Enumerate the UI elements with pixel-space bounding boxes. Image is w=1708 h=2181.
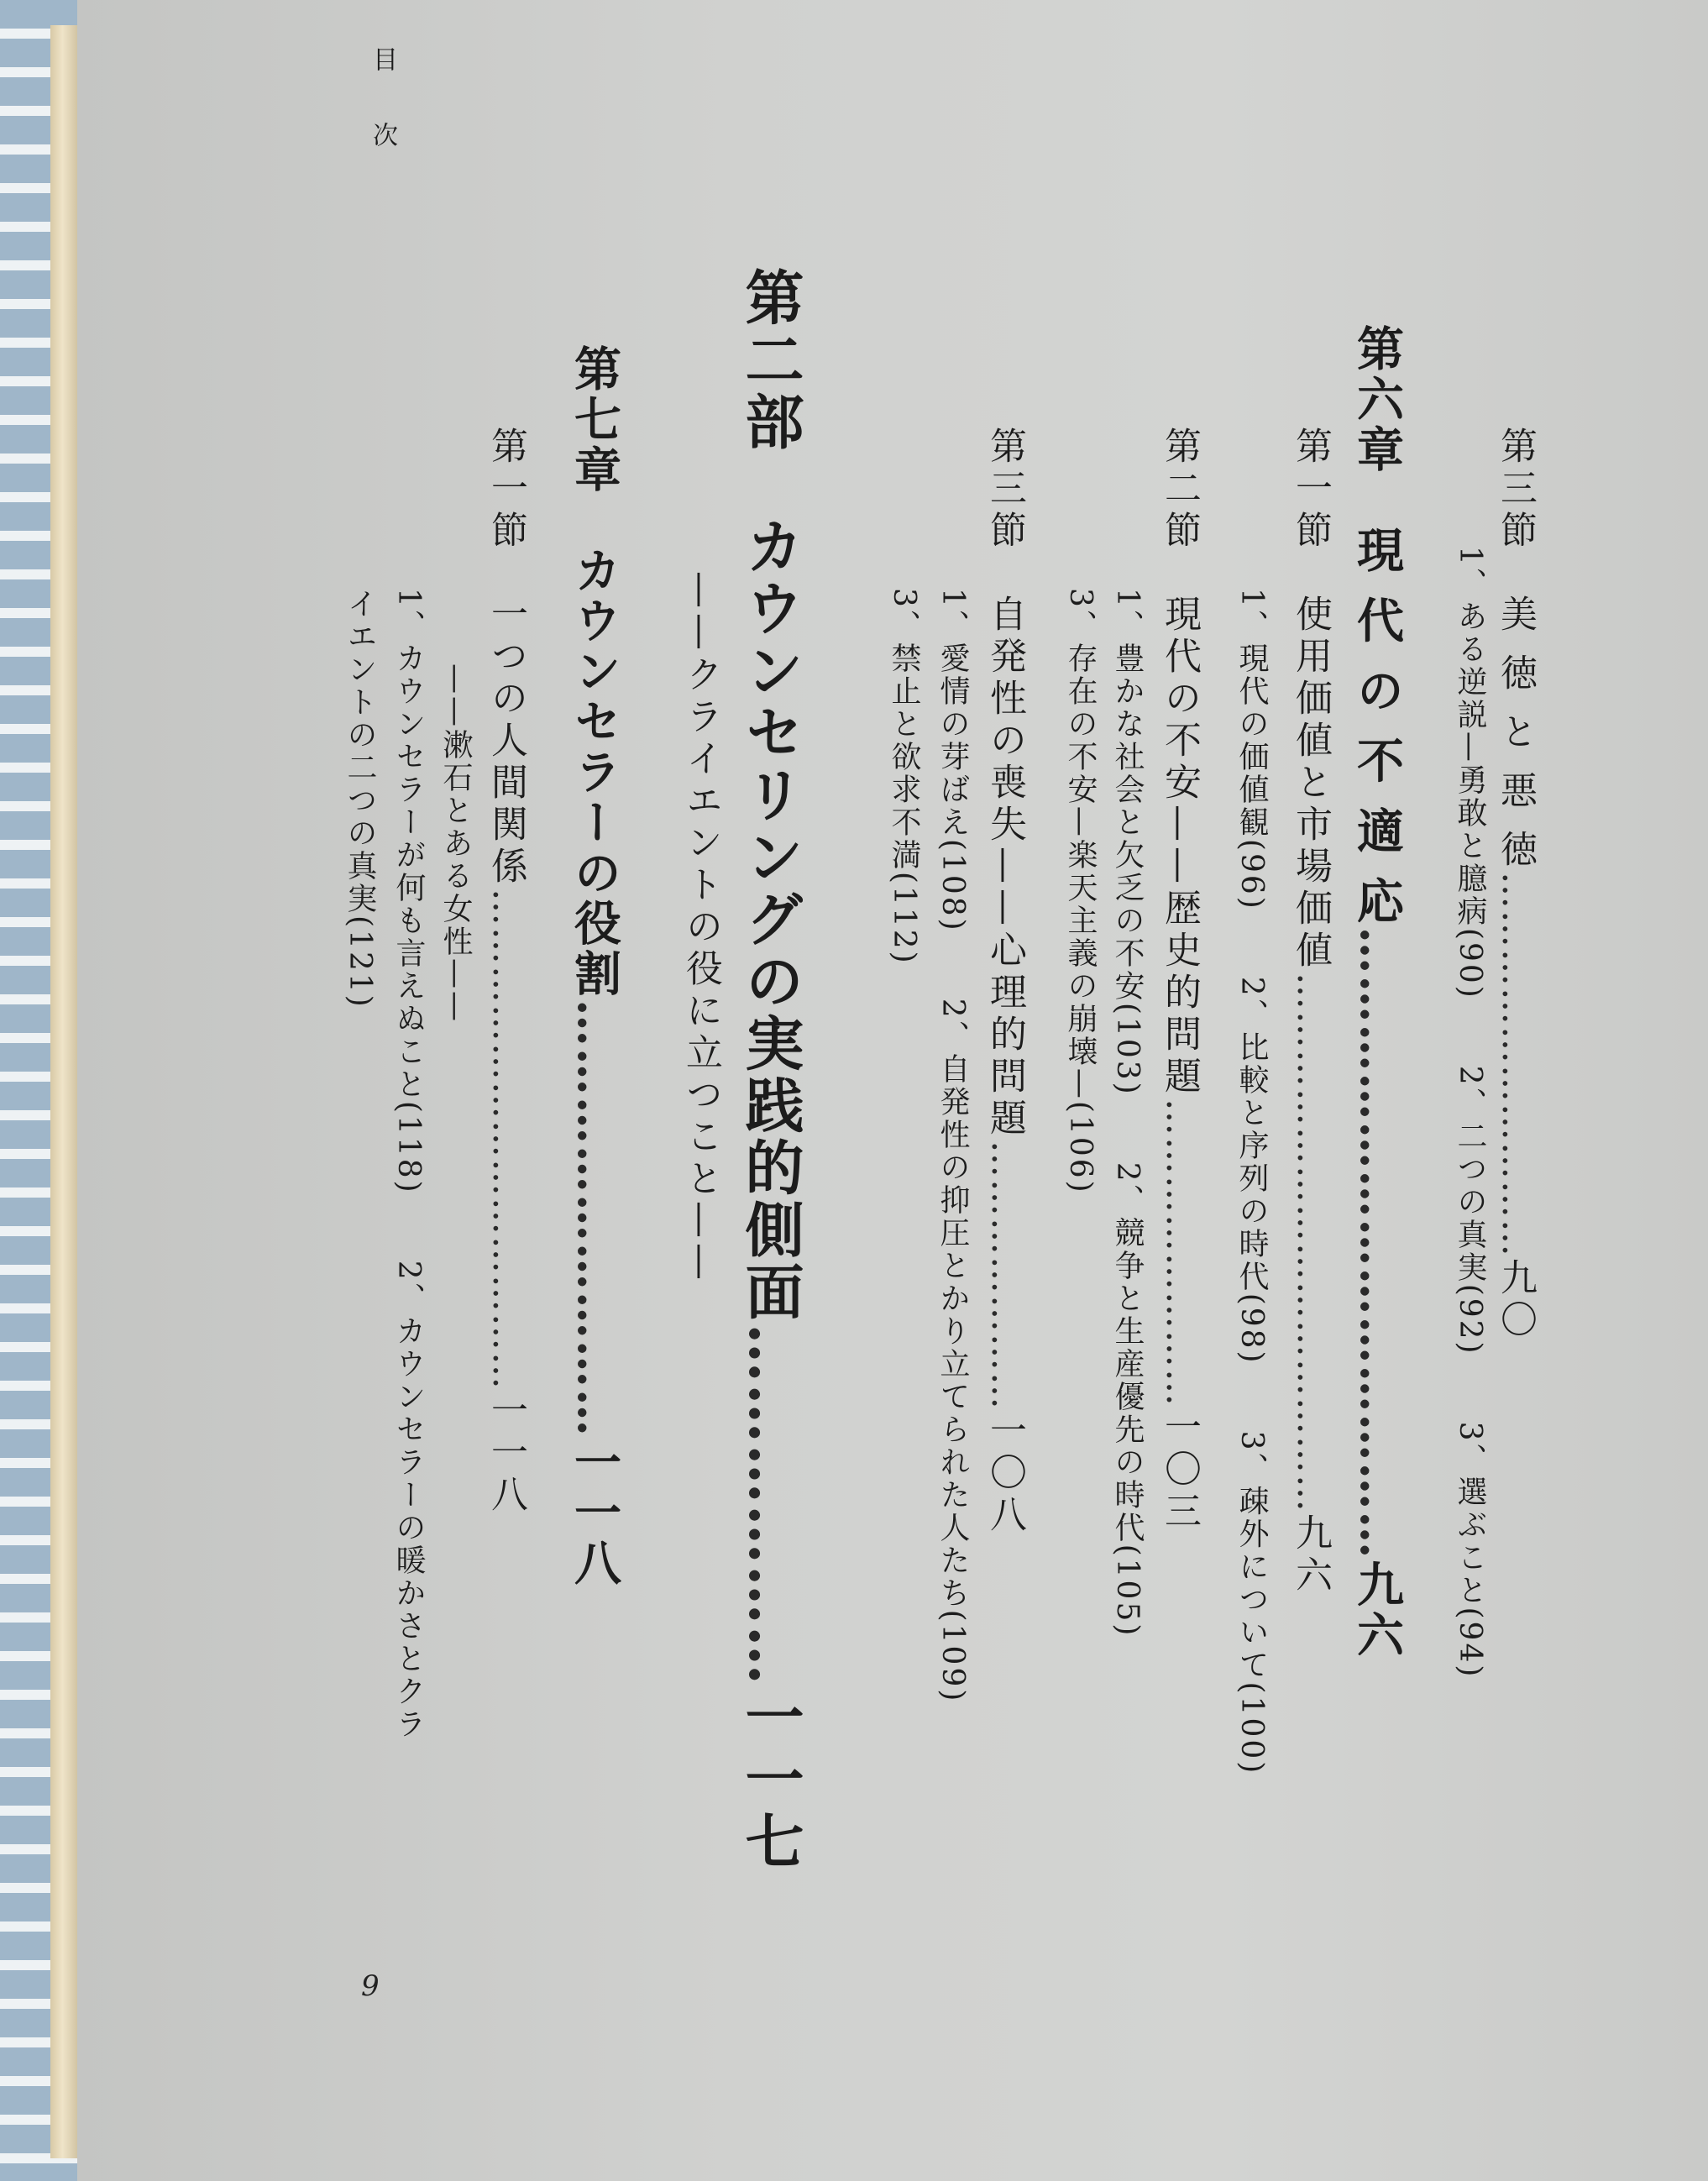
entry-title: 第六章 現 代 の 不 適 応 (1349, 324, 1405, 927)
entry-title: 第一節 一つの人間関係 (485, 427, 527, 889)
toc-entry-sec3-bitoku[interactable] (1494, 427, 1537, 1342)
page-number: 9 (361, 1969, 380, 2003)
entry-title: 第三節 自発性の喪失——心理的問題 (983, 427, 1026, 1140)
toc-subentry: 1、愛情の芽ばえ(108) 2、自発性の抑圧とかり立てられた人たち(109) (935, 588, 970, 1704)
leader-dots: ………………… (983, 1140, 1026, 1411)
toc-entry-sec1-ningen[interactable] (485, 427, 527, 1517)
entry-page: 一一七 (736, 1686, 805, 1873)
toc-subentry: 1、カウンセラーが何も言えぬこと(118) 2、カウンセラーの暖かさとクラ (391, 588, 426, 1741)
entry-title: 第三節 美 徳 と 悪 徳 (1494, 427, 1537, 872)
toc-subentry: 1、ある逆説—勇敢と臆病(90) 2、二つの真実(92) 3、選ぶこと(94) (1453, 546, 1487, 1680)
toc-entry-sec1-shiyou[interactable] (1289, 427, 1332, 1597)
toc-entry-chap7[interactable] (567, 344, 622, 1589)
entry-page: 一一八 (567, 1438, 622, 1589)
section-subtitle: ——漱石とある女性—— (438, 663, 473, 1024)
toc-entry-sec3-jihatsu[interactable] (983, 427, 1026, 1537)
entry-page: 九六 (1289, 1513, 1332, 1597)
entry-page: 一〇三 (1158, 1408, 1201, 1534)
entry-page: 一一八 (485, 1391, 527, 1517)
toc-page (77, 0, 1708, 2181)
part-subtitle: ——クライエントの役に立つこと—— (679, 571, 722, 1285)
toc-subentry: 1、豊かな社会と欠乏の不安(103) 2、競争と生産優先の時代(105) (1110, 588, 1145, 1638)
toc-entry-sec2-fuan[interactable] (1158, 427, 1201, 1534)
toc-entry-chap6[interactable] (1349, 324, 1405, 1661)
leader-dots: ……………………… (567, 999, 622, 1438)
leader-dots: …………………………………… (1289, 973, 1332, 1513)
entry-page: 九六 (1349, 1560, 1405, 1661)
toc-subentry: 1、現代の価値観(96) 2、比較と序列の時代(98) 3、疎外について(100) (1234, 588, 1269, 1776)
toc-subentry: 3、存在の不安—楽天主義の崩壊—(106) (1063, 588, 1098, 1195)
leader-dots: ………………………………… (485, 889, 527, 1391)
running-header: 目次 (368, 46, 397, 197)
entry-page: 九〇 (1494, 1257, 1537, 1342)
entry-title: 第二節 現代の不安——歴史的問題 (1158, 427, 1201, 1098)
entry-title: 第二部 カウンセリングの実践的側面 (736, 267, 805, 1324)
toc-subentry: イエントの二つの真実(121) (343, 588, 377, 1009)
leader-dots: ……………… (736, 1324, 805, 1686)
entry-page: 一〇八 (983, 1411, 1026, 1537)
leader-dots: ………………………… (1494, 871, 1537, 1258)
toc-entry-part2[interactable] (736, 267, 805, 1873)
page-edges (50, 25, 81, 2158)
entry-title: 第七章 カウンセラーの役割 (567, 344, 622, 999)
toc-subentry: 3、禁止と欲求不満(112) (887, 588, 921, 966)
entry-title: 第一節 使用価値と市場価値 (1289, 427, 1332, 973)
leader-dots: …………………… (1158, 1098, 1201, 1408)
leader-dots: ………………………………… (1349, 926, 1405, 1560)
